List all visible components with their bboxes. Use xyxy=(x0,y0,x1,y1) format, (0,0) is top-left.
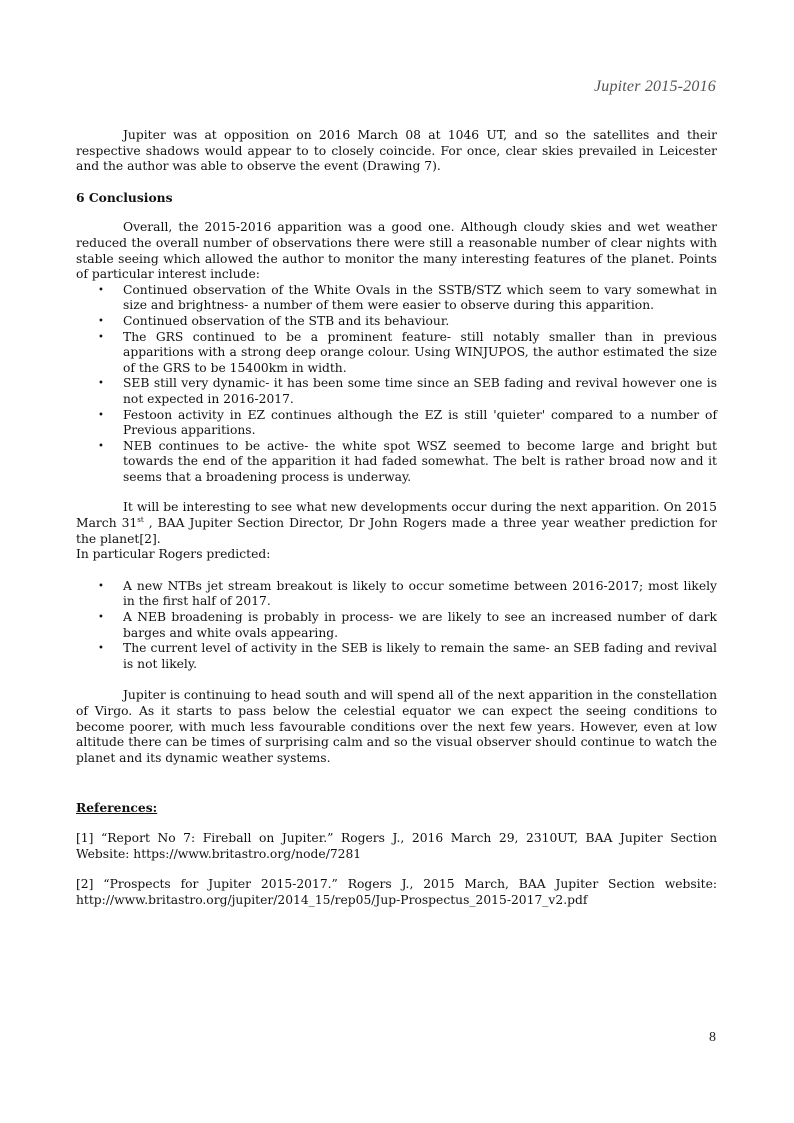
spacer xyxy=(76,816,717,831)
bullet-icon: • xyxy=(98,331,104,343)
bullet-icon: • xyxy=(98,378,104,390)
bullet-icon: • xyxy=(98,284,104,296)
list-item xyxy=(76,439,717,486)
ordinal-suffix: st xyxy=(137,515,144,524)
bullet-icon: • xyxy=(98,409,104,421)
spacer xyxy=(76,766,717,800)
spacer xyxy=(76,563,717,579)
future-developments-paragraph xyxy=(76,500,717,547)
list-item-text: Festoon activity in EZ continues although the EZ is still 'quieter' compared to a number of Previous apparitions. xyxy=(123,407,717,438)
list-item-text: A new NTBs jet stream breakout is likely to occur sometime between 2016-2017; most likely in the first half of 2017. xyxy=(123,578,717,609)
spacer xyxy=(76,862,717,877)
list-item xyxy=(76,283,717,314)
list-item-text: The GRS continued to be a prominent feature- still notably smaller than in previous apparitions with a strong deep orange colour. Using WINJUPOS, the author estimated the size of the GRS to be 15400km in width. xyxy=(123,329,717,375)
list-item xyxy=(76,610,717,641)
list-item xyxy=(76,330,717,377)
bullet-icon: • xyxy=(98,612,104,624)
references-heading: References: xyxy=(76,800,158,816)
bullet-icon: • xyxy=(98,580,104,592)
opposition-paragraph: Jupiter was at opposition on 2016 March 08 at 1046 UT, and so the satellites and their respective shadows would appear to to closely coincide. For once, clear skies prevailed in Leicester and the author was able to observe the event (Drawing 7). xyxy=(76,128,717,174)
conclusions-heading: 6 Conclusions xyxy=(76,189,173,205)
list-item-text: Continued observation of the STB and its behaviour. xyxy=(123,313,450,328)
closing-paragraph: Jupiter is continuing to head south and will spend all of the next apparition in the constellation of Virgo. As it starts to pass below the celestial equator we can expect the seeing conditions to become poorer, with much less favourable conditions over the next few years. However, even at low altitude there can be times of surprising calm and so the visual observer should continue to watch the planet and its dynamic weather systems. xyxy=(76,688,717,765)
spacer xyxy=(76,485,717,500)
points-of-interest-list xyxy=(76,283,717,486)
predictions-list xyxy=(76,579,717,673)
list-item-text: SEB still very dynamic- it has been some time since an SEB fading and revival however one is not expected in 2016-2017. xyxy=(123,376,717,406)
predictions-intro: In particular Rogers predicted: xyxy=(76,547,271,562)
list-item xyxy=(76,579,717,610)
bullet-icon: • xyxy=(98,643,104,655)
bullet-icon: • xyxy=(98,440,104,452)
running-header: Jupiter 2015-2016 xyxy=(593,78,716,95)
list-item-text: The current level of activity in the SEB is likely to remain the same- an SEB fading and revival is not likely. xyxy=(123,641,717,671)
future-paragraph-part2: , BAA Jupiter Section Director, Dr John Rogers made a three year weather prediction for the planet[2]. xyxy=(76,516,718,546)
list-item xyxy=(76,376,717,407)
conclusions-intro: Overall, the 2015-2016 apparition was a good one. Although cloudy skies and wet weather reduced the overall number of observations there were still a reasonable number of clear nights with stable seeing which allowed the author to monitor the many interesting features of the planet. Points of particular interest include: xyxy=(76,220,717,282)
list-item-text: Continued observation of the White Ovals in the SSTB/STZ which seem to vary somewhat in size and brightness- a number of them were easier to observe during this apparition. xyxy=(123,282,717,313)
list-item xyxy=(76,314,717,330)
page-content xyxy=(76,128,717,908)
list-item-text: A NEB broadening is probably in process- we are likely to see an increased number of dark barges and white ovals appearing. xyxy=(123,610,717,640)
bullet-icon: • xyxy=(98,315,104,327)
list-item-text: NEB continues to be active- the white spot WSZ seemed to become large and bright but towards the end of the apparition it had faded somewhat. The belt is rather broad now and it seems that a broadening process is underway. xyxy=(123,438,717,484)
reference-item: [2] “Prospects for Jupiter 2015-2017.” Rogers J., 2015 March, BAA Jupiter Section website: http://www.britastro.org/jupiter/2014_15/rep05/Jup-Prospectus_2015-2017_v2.pdf xyxy=(76,877,717,907)
page-number: 8 xyxy=(709,1030,716,1045)
list-item xyxy=(76,641,717,672)
list-item xyxy=(76,408,717,439)
spacer xyxy=(76,672,717,688)
reference-item: [1] “Report No 7: Fireball on Jupiter.” Rogers J., 2016 March 29, 2310UT, BAA Jupiter Section Website: https://www.britastro.org/node/7281 xyxy=(76,830,717,861)
future-paragraph-part1: It will be interesting to see what new developments occur during the next apparition. On 2015 March 31 xyxy=(76,500,717,531)
